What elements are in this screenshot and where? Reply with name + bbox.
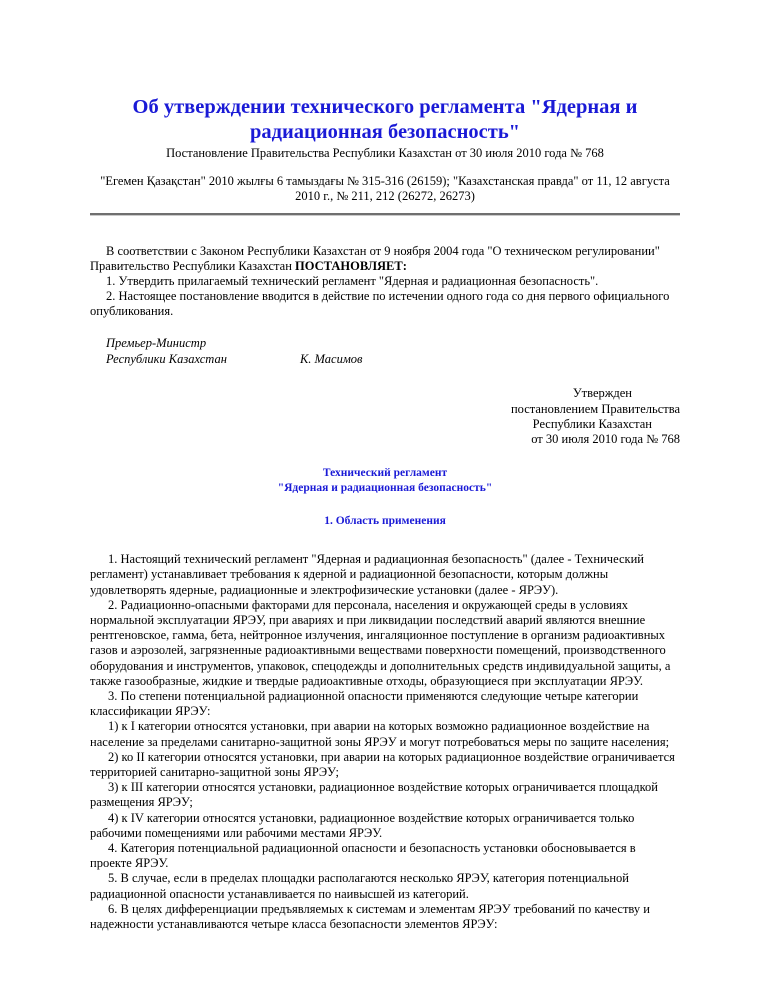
preamble [90, 244, 680, 319]
content-paragraph: 1. Настоящий технический регламент "Ядерная и радиационная безопасность" (далее - Технический регламент) устанавливает требования к ядерной и радиационной безопасности, которым должны удовлетворять ядерные, радиационные и электрофизические установки (далее - ЯРЭУ). [90, 552, 644, 597]
document-subtitle: Постановление Правительства Республики Казахстан от 30 июля 2010 года № 768 [166, 146, 604, 160]
content-paragraph: 1) к I категории относятся установки, при аварии на которых возможно радиационное воздействие на население за пределами санитарно-защитной зоны ЯРЭУ и могут потребоваться меры по защите населения; [90, 719, 670, 749]
document-page [90, 0, 680, 932]
approval-line: постановлением Правительства [510, 401, 680, 416]
approval-line: Республики Казахстан [532, 417, 652, 432]
signature-name: К. Масимов [300, 351, 363, 366]
approval-line: Утвержден [572, 386, 632, 401]
approval-line: от 30 июля 2010 года № 768 [531, 432, 680, 447]
preamble-bold: ПОСТАНОВЛЯЕТ: [295, 259, 407, 274]
signature-block [90, 336, 680, 367]
content-paragraph: 6. В целях дифференциации предъявляемых к системам и элементам ЯРЭУ требований по качеству и надежности устанавливаются четыре класса безопасности элементов ЯРЭУ: [90, 901, 650, 932]
regulation-heading [90, 466, 680, 497]
content-paragraph: 5. В случае, если в пределах площадки располагаются несколько ЯРЭУ, категория потенциальной радиационной опасности устанавливается по наивысшей из категорий. [90, 871, 629, 901]
section-title: 1. Область применения [324, 514, 446, 527]
content-paragraph: 3) к III категории относятся установки, радиационное воздействие которых ограничивается площадкой размещения ЯРЭУ; [90, 780, 658, 810]
preamble-item: 1. Утвердить прилагаемый технический регламент "Ядерная и радиационная безопасность". [106, 274, 599, 289]
horizontal-divider [90, 213, 680, 216]
content-paragraph: 3. По степени потенциальной радиационной опасности применяются следующие четыре категории классификации ЯРЭУ: [90, 688, 639, 719]
publication-info: "Егемен Қазақстан" 2010 жылғы 6 тамыздағы № 315-316 (26159); "Казахстанская правда" от 11, 12 августа 2010 г., № 211, 212 (26272, 26273) [100, 174, 670, 203]
content-paragraph: 2. Радиационно-опасными факторами для персонала, населения и окружающей среды в условиях нормальной эксплуатации ЯРЭУ, при авариях и при ликвидации последствий аварий являются внешние рентгеновское, гамма, бета, нейтронное излучения, ингаляционное поступление в организм радиоактивных газов и аэрозолей, загрязненные радиоактивными веществами поверхности помещений, производственного оборудования и инструментов, упаковок, спецодежды и дополнительных средств индивидуальной защиты, а также газообразные, жидкие и твердые радиоактивные отходы, образующиеся при эксплуатации ЯРЭУ. [90, 597, 671, 688]
preamble-item: 2. Настоящее постановление вводится в действие по истечении одного года со дня первого официального опубликования. [90, 289, 670, 319]
signature-position-line1: Премьер-Министр [106, 336, 207, 351]
regulation-heading-line1: Технический регламент [322, 466, 448, 479]
preamble-text: В соответствии с Законом Республики Казахстан от 9 ноября 2004 года "О техническом регулировании" Правительство Республики Казахстан [90, 244, 660, 274]
document-title: Об утверждении технического регламента "Ядерная и радиационная безопасность" [132, 96, 638, 143]
content-paragraph: 2) ко II категории относятся установки, при аварии на которых радиационное воздействие ограничивается территорией санитарно-защитной зоны ЯРЭУ; [90, 749, 675, 779]
signature-position-line2: Республики Казахстан [106, 351, 227, 366]
preamble-paragraph [90, 244, 680, 274]
content-paragraph: 4) к IV категории относятся установки, радиационное воздействие которых ограничивается только рабочими помещениями или рабочими местами ЯРЭУ. [90, 810, 635, 840]
regulation-heading-line2: "Ядерная и радиационная безопасность" [277, 482, 493, 495]
regulation-content [90, 552, 680, 932]
approval-block [90, 386, 680, 447]
content-paragraph: 4. Категория потенциальной радиационной опасности и безопасность установки обосновывается в проекте ЯРЭУ. [90, 841, 636, 871]
